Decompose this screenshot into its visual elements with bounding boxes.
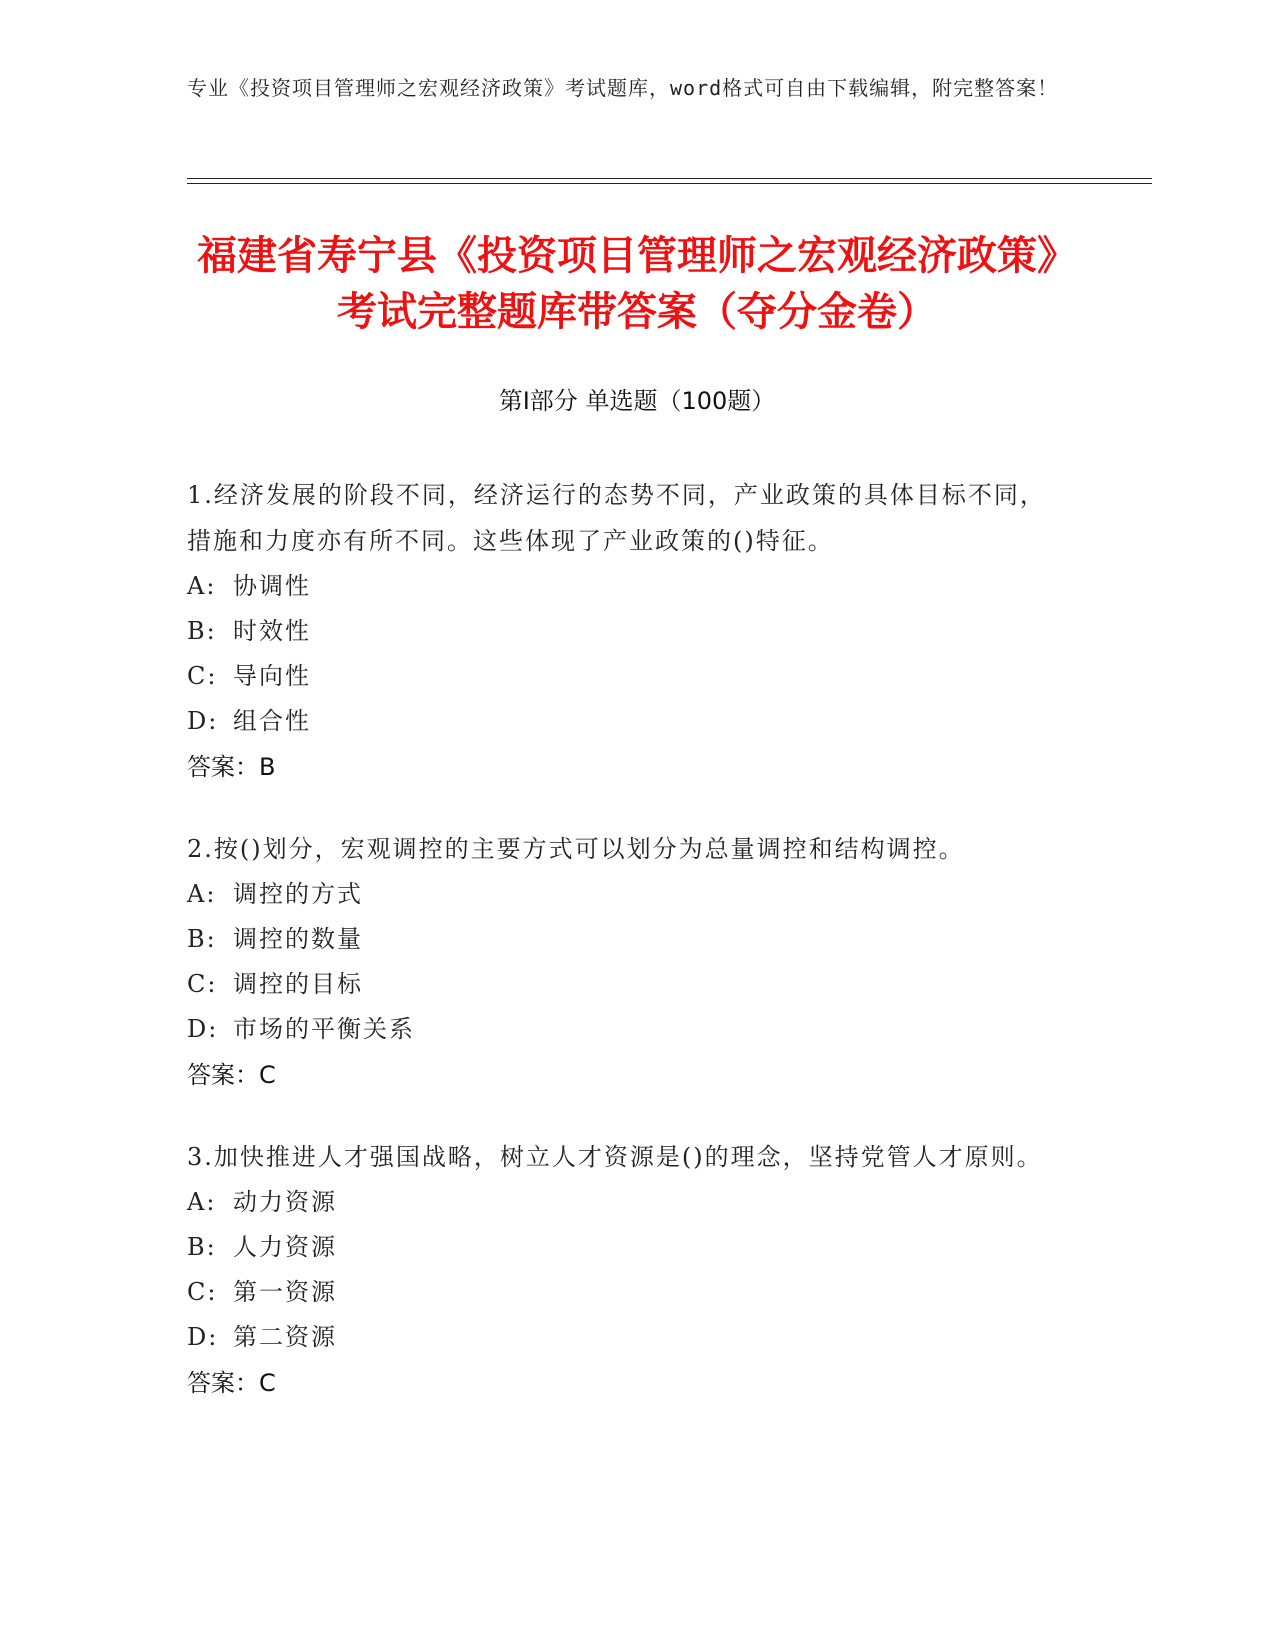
question-option bbox=[187, 564, 1067, 609]
option-letter: C: bbox=[187, 1278, 218, 1306]
option-text: 协调性 bbox=[233, 572, 311, 600]
option-letter: C: bbox=[187, 662, 218, 690]
question-stem: 2.按()划分，宏观调控的主要方式可以划分为总量调控和结构调控。 bbox=[187, 835, 965, 863]
question-item bbox=[187, 826, 1067, 1098]
option-text: 时效性 bbox=[233, 617, 311, 645]
option-letter: B: bbox=[187, 617, 217, 645]
question-option bbox=[187, 699, 1067, 744]
question-answer: 答案：C bbox=[187, 1369, 276, 1397]
document-title: 福建省寿宁县《投资项目管理师之宏观经济政策》考试完整题库带答案（夺分金卷） bbox=[197, 233, 1077, 335]
question-answer: 答案：B bbox=[187, 753, 276, 781]
question-option bbox=[187, 1007, 1067, 1052]
option-text: 调控的数量 bbox=[233, 925, 363, 953]
option-letter: B: bbox=[187, 1233, 217, 1261]
option-letter: D: bbox=[187, 1015, 219, 1043]
option-text: 人力资源 bbox=[233, 1233, 337, 1261]
option-text: 导向性 bbox=[233, 662, 311, 690]
question-option bbox=[187, 1270, 1067, 1315]
question-list bbox=[187, 472, 1067, 1442]
question-option bbox=[187, 1225, 1067, 1270]
question-option bbox=[187, 654, 1067, 699]
question-stem: 3.加快推进人才强国战略，树立人才资源是()的理念，坚持党管人才原则。 bbox=[187, 1143, 1043, 1171]
question-option bbox=[187, 962, 1067, 1007]
question-item bbox=[187, 472, 1067, 790]
question-option bbox=[187, 1180, 1067, 1225]
question-option bbox=[187, 609, 1067, 654]
question-answer: 答案：C bbox=[187, 1061, 276, 1089]
question-option bbox=[187, 872, 1067, 917]
option-letter: A: bbox=[187, 572, 217, 600]
header-divider-bottom bbox=[187, 183, 1152, 184]
option-text: 调控的目标 bbox=[233, 970, 363, 998]
option-text: 第一资源 bbox=[233, 1278, 337, 1306]
option-letter: A: bbox=[187, 1188, 217, 1216]
option-letter: B: bbox=[187, 925, 217, 953]
question-stem: 1.经济发展的阶段不同，经济运行的态势不同，产业政策的具体目标不同，措施和力度亦有所不同。这些体现了产业政策的()特征。 bbox=[187, 481, 1046, 555]
question-item bbox=[187, 1134, 1067, 1406]
question-option bbox=[187, 1315, 1067, 1360]
option-text: 组合性 bbox=[233, 707, 311, 735]
question-option bbox=[187, 917, 1067, 962]
header-divider-top bbox=[187, 178, 1152, 179]
option-text: 第二资源 bbox=[233, 1323, 337, 1351]
option-letter: A: bbox=[187, 880, 217, 908]
option-text: 调控的方式 bbox=[233, 880, 363, 908]
option-text: 市场的平衡关系 bbox=[233, 1015, 415, 1043]
header-note: 专业《投资项目管理师之宏观经济政策》考试题库，word格式可自由下载编辑，附完整答案！ bbox=[187, 76, 1059, 100]
option-letter: D: bbox=[187, 1323, 219, 1351]
section-title: 第Ⅰ部分 单选题（100题） bbox=[498, 387, 776, 415]
option-letter: C: bbox=[187, 970, 218, 998]
option-text: 动力资源 bbox=[233, 1188, 337, 1216]
option-letter: D: bbox=[187, 707, 219, 735]
